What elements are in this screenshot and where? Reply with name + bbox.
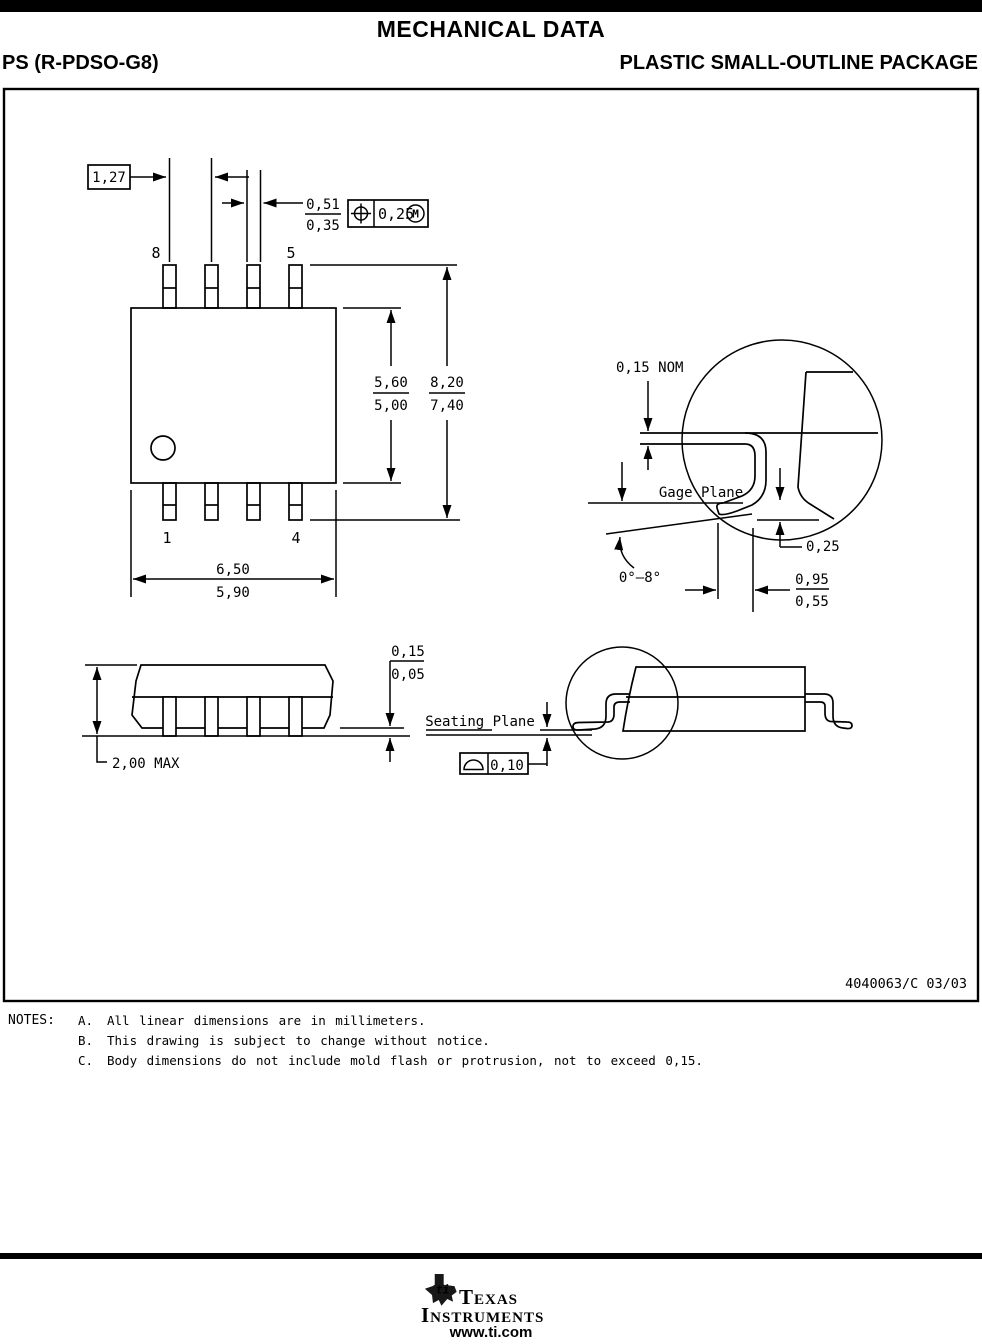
seating-plane-label: Seating Plane (425, 714, 535, 730)
dim-lead-angle: 0°–8° (618, 570, 662, 586)
lead-detail-view (588, 340, 882, 612)
brand-name-texas: Texas (459, 1285, 519, 1309)
note-text: Body dimensions do not include mold flash or protrusion, not to exceed 0,15. (107, 1053, 703, 1068)
dim-gage-offset-label: 0,25 (806, 539, 840, 555)
note-row-b (78, 1033, 703, 1053)
dim-lead-width-min: 0,35 (306, 218, 340, 234)
document-reference: 4040063/C 03/03 (845, 976, 967, 992)
dim-height (85, 665, 137, 762)
dim-standoff-max: 0,15 (391, 644, 425, 660)
top-leads (163, 265, 302, 308)
dim-body-width-max: 5,60 (374, 375, 408, 391)
dim-span-min: 7,40 (430, 398, 464, 414)
front-view (82, 644, 425, 772)
dim-body-width-min: 5,00 (374, 398, 408, 414)
pin-number-5: 5 (286, 244, 296, 262)
side-right-lead (805, 694, 852, 729)
bottom-leads (163, 483, 302, 520)
page-title: MECHANICAL DATA (376, 16, 606, 42)
dim-foot-length-max: 0,95 (795, 572, 829, 588)
pin1-index-mark (151, 436, 175, 460)
dim-body-length-min: 5,90 (216, 585, 250, 601)
pin-number-1: 1 (162, 529, 172, 547)
front-leads (163, 697, 302, 736)
package-type: PLASTIC SMALL-OUTLINE PACKAGE (619, 52, 978, 74)
note-text: This drawing is subject to change without notice. (107, 1033, 490, 1048)
dim-height-label: 2,00 MAX (112, 756, 180, 772)
side-body-outline (623, 667, 805, 731)
side-view (566, 647, 852, 759)
side-left-lead (573, 694, 630, 730)
gage-plane-label: Gage Plane (658, 485, 744, 501)
body-edge (798, 372, 834, 519)
dim-standoff-min: 0,05 (391, 667, 425, 683)
dim-body-width-span (310, 265, 465, 520)
note-row-a (78, 1013, 703, 1033)
dim-position-tol: 0,25 (378, 205, 415, 223)
pin-number-4: 4 (291, 529, 301, 547)
dim-pitch-label: 1,27 (92, 170, 126, 186)
brand-name-instruments: Instruments (421, 1303, 545, 1327)
svg-text:ti: ti (435, 1282, 450, 1297)
angle-leader (620, 537, 634, 568)
dim-lead-width-max: 0,51 (306, 197, 340, 213)
pin-number-8: 8 (151, 244, 161, 262)
top-view (88, 158, 465, 601)
flatness-icon (464, 760, 483, 770)
note-row-c (78, 1053, 703, 1073)
note-letter: A. (78, 1013, 94, 1028)
package-code: PS (R-PDSO-G8) (2, 52, 159, 74)
detail-circle (682, 340, 882, 540)
note-letter: C. (78, 1053, 94, 1068)
note-text: All linear dimensions are in millimeters. (107, 1013, 426, 1028)
seating-detail-circle (566, 647, 678, 759)
ti-website-link[interactable]: www.ti.com (449, 1324, 533, 1341)
mmc-letter: M (412, 207, 419, 221)
position-icon (351, 204, 371, 224)
note-letter: B. (78, 1033, 94, 1048)
package-body-outline (131, 308, 336, 483)
dim-lead-width (222, 170, 341, 262)
dim-span-max: 8,20 (430, 375, 464, 391)
dim-flatness-tol: 0,10 (490, 758, 524, 774)
dim-body-length-max: 6,50 (216, 562, 250, 578)
notes-label: NOTES: (8, 1013, 55, 1028)
notes-list (78, 1013, 703, 1073)
footer-divider-bar (0, 1253, 982, 1259)
dim-lead-thickness-label: 0,15 NOM (616, 360, 684, 376)
dim-foot-length-min: 0,55 (795, 594, 829, 610)
